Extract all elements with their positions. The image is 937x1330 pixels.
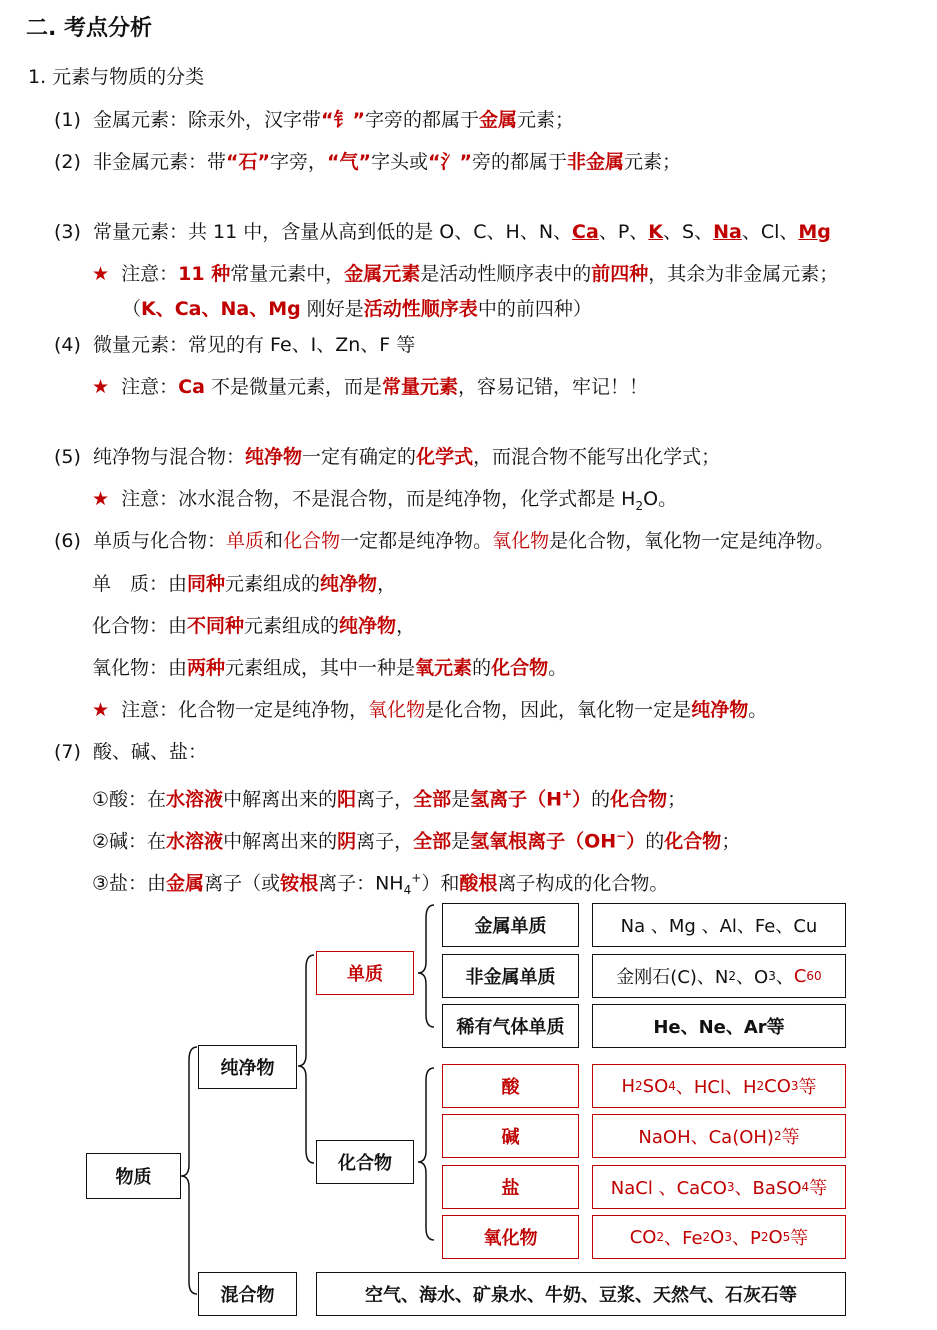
- box-nonmetal-examples: 金刚石(C)、N 2 、O 3 、 C 60: [592, 954, 846, 998]
- note-trace-elements: ★ 注意：Ca 不是微量元素，而是常量元素，容易记错，牢记！！: [92, 376, 648, 398]
- box-mixture-examples: 空气、海水、矿泉水、牛奶、豆浆、天然气、石灰石等: [316, 1272, 846, 1316]
- box-nonmetal-element: 非金属单质: [442, 954, 579, 998]
- def-compound: 化合物：由不同种元素组成的纯净物，: [92, 615, 416, 637]
- box-acid-examples: H 2 SO 4 、HCl、H 2 CO 3 等: [592, 1064, 846, 1108]
- star-icon: ★: [92, 263, 110, 285]
- section-title: 二. 考点分析: [26, 16, 153, 41]
- box-metal-examples: Na 、Mg 、Al、Fe、Cu: [592, 903, 846, 947]
- star-icon: ★: [92, 699, 110, 721]
- box-pure-substance: 纯净物: [198, 1045, 297, 1089]
- item-pure-vs-mixture: (5) 纯净物与混合物：纯净物一定有确定的化学式，而混合物不能写出化学式；: [54, 446, 721, 468]
- item-metal-elements: (1) 金属元素：除汞外，汉字带“钅”字旁的都属于金属元素；: [54, 109, 575, 131]
- def-base: ②碱：在水溶液中解离出来的阴离子，全部是氢氧根离子（OH−）的化合物；: [92, 829, 741, 853]
- box-metal-element: 金属单质: [442, 903, 579, 947]
- box-base: 碱: [442, 1114, 579, 1158]
- box-oxide-examples: CO 2 、Fe 2 O 3 、P 2 O 5 等: [592, 1215, 846, 1259]
- box-salt-examples: NaCl 、CaCO 3 、BaSO 4 等: [592, 1165, 846, 1209]
- item-element-vs-compound: (6) 单质与化合物：单质和化合物一定都是纯净物。氧化物是化合物，氧化物一定是纯净物。: [54, 530, 835, 552]
- note-oxide: ★ 注意：化合物一定是纯净物，氧化物是化合物，因此，氧化物一定是纯净物。: [92, 699, 768, 721]
- box-oxide: 氧化物: [442, 1215, 579, 1259]
- box-noble-gas-examples: He、Ne、Ar等: [592, 1004, 846, 1048]
- box-noble-gas-element: 稀有气体单质: [442, 1004, 579, 1048]
- box-mixture: 混合物: [198, 1272, 297, 1316]
- box-base-examples: NaOH、Ca(OH) 2 等: [592, 1114, 846, 1158]
- star-icon: ★: [92, 376, 110, 398]
- box-acid: 酸: [442, 1064, 579, 1108]
- note-ice-water: ★ 注意：冰水混合物，不是混合物，而是纯净物，化学式都是 $H_2O$。: [92, 488, 678, 513]
- star-icon: ★: [92, 488, 110, 510]
- item-acid-base-salt: (7) 酸、碱、盐：: [54, 741, 208, 763]
- item-nonmetal-elements: (2) 非金属元素：带“石”字旁，“气”字头或“氵”旁的都属于非金属元素；: [54, 151, 682, 173]
- def-acid: ①酸：在水溶液中解离出来的阳离子，全部是氢离子（H+）的化合物；: [92, 787, 687, 811]
- box-salt: 盐: [442, 1165, 579, 1209]
- heading-classification: 1. 元素与物质的分类: [28, 66, 205, 88]
- def-oxide: 氧化物：由两种元素组成，其中一种是氧元素的化合物。: [92, 657, 568, 679]
- item-trace-elements: (4) 微量元素：常见的有 Fe、I、Zn、F 等: [54, 334, 416, 356]
- def-salt: ③盐：由金属离子（或铵根离子：$NH_4^+$）和酸根离子构成的化合物。: [92, 871, 669, 898]
- box-matter: 物质: [86, 1153, 181, 1199]
- box-compound: 化合物: [316, 1140, 414, 1184]
- item-macro-elements: (3) 常量元素：共 11 中，含量从高到低的是 O、C、H、N、Ca、P、K、S、Na、Cl、Mg: [54, 221, 831, 243]
- box-element: 单质: [316, 951, 414, 995]
- note-macro-elements-2: （K、Ca、Na、Mg 刚好是活动性顺序表中的前四种）: [122, 298, 592, 320]
- note-macro-elements: ★ 注意：11 种常量元素中，金属元素是活动性顺序表中的前四种，其余为非金属元素；: [92, 263, 839, 285]
- def-element: 单 质：由同种元素组成的纯净物，: [92, 573, 397, 595]
